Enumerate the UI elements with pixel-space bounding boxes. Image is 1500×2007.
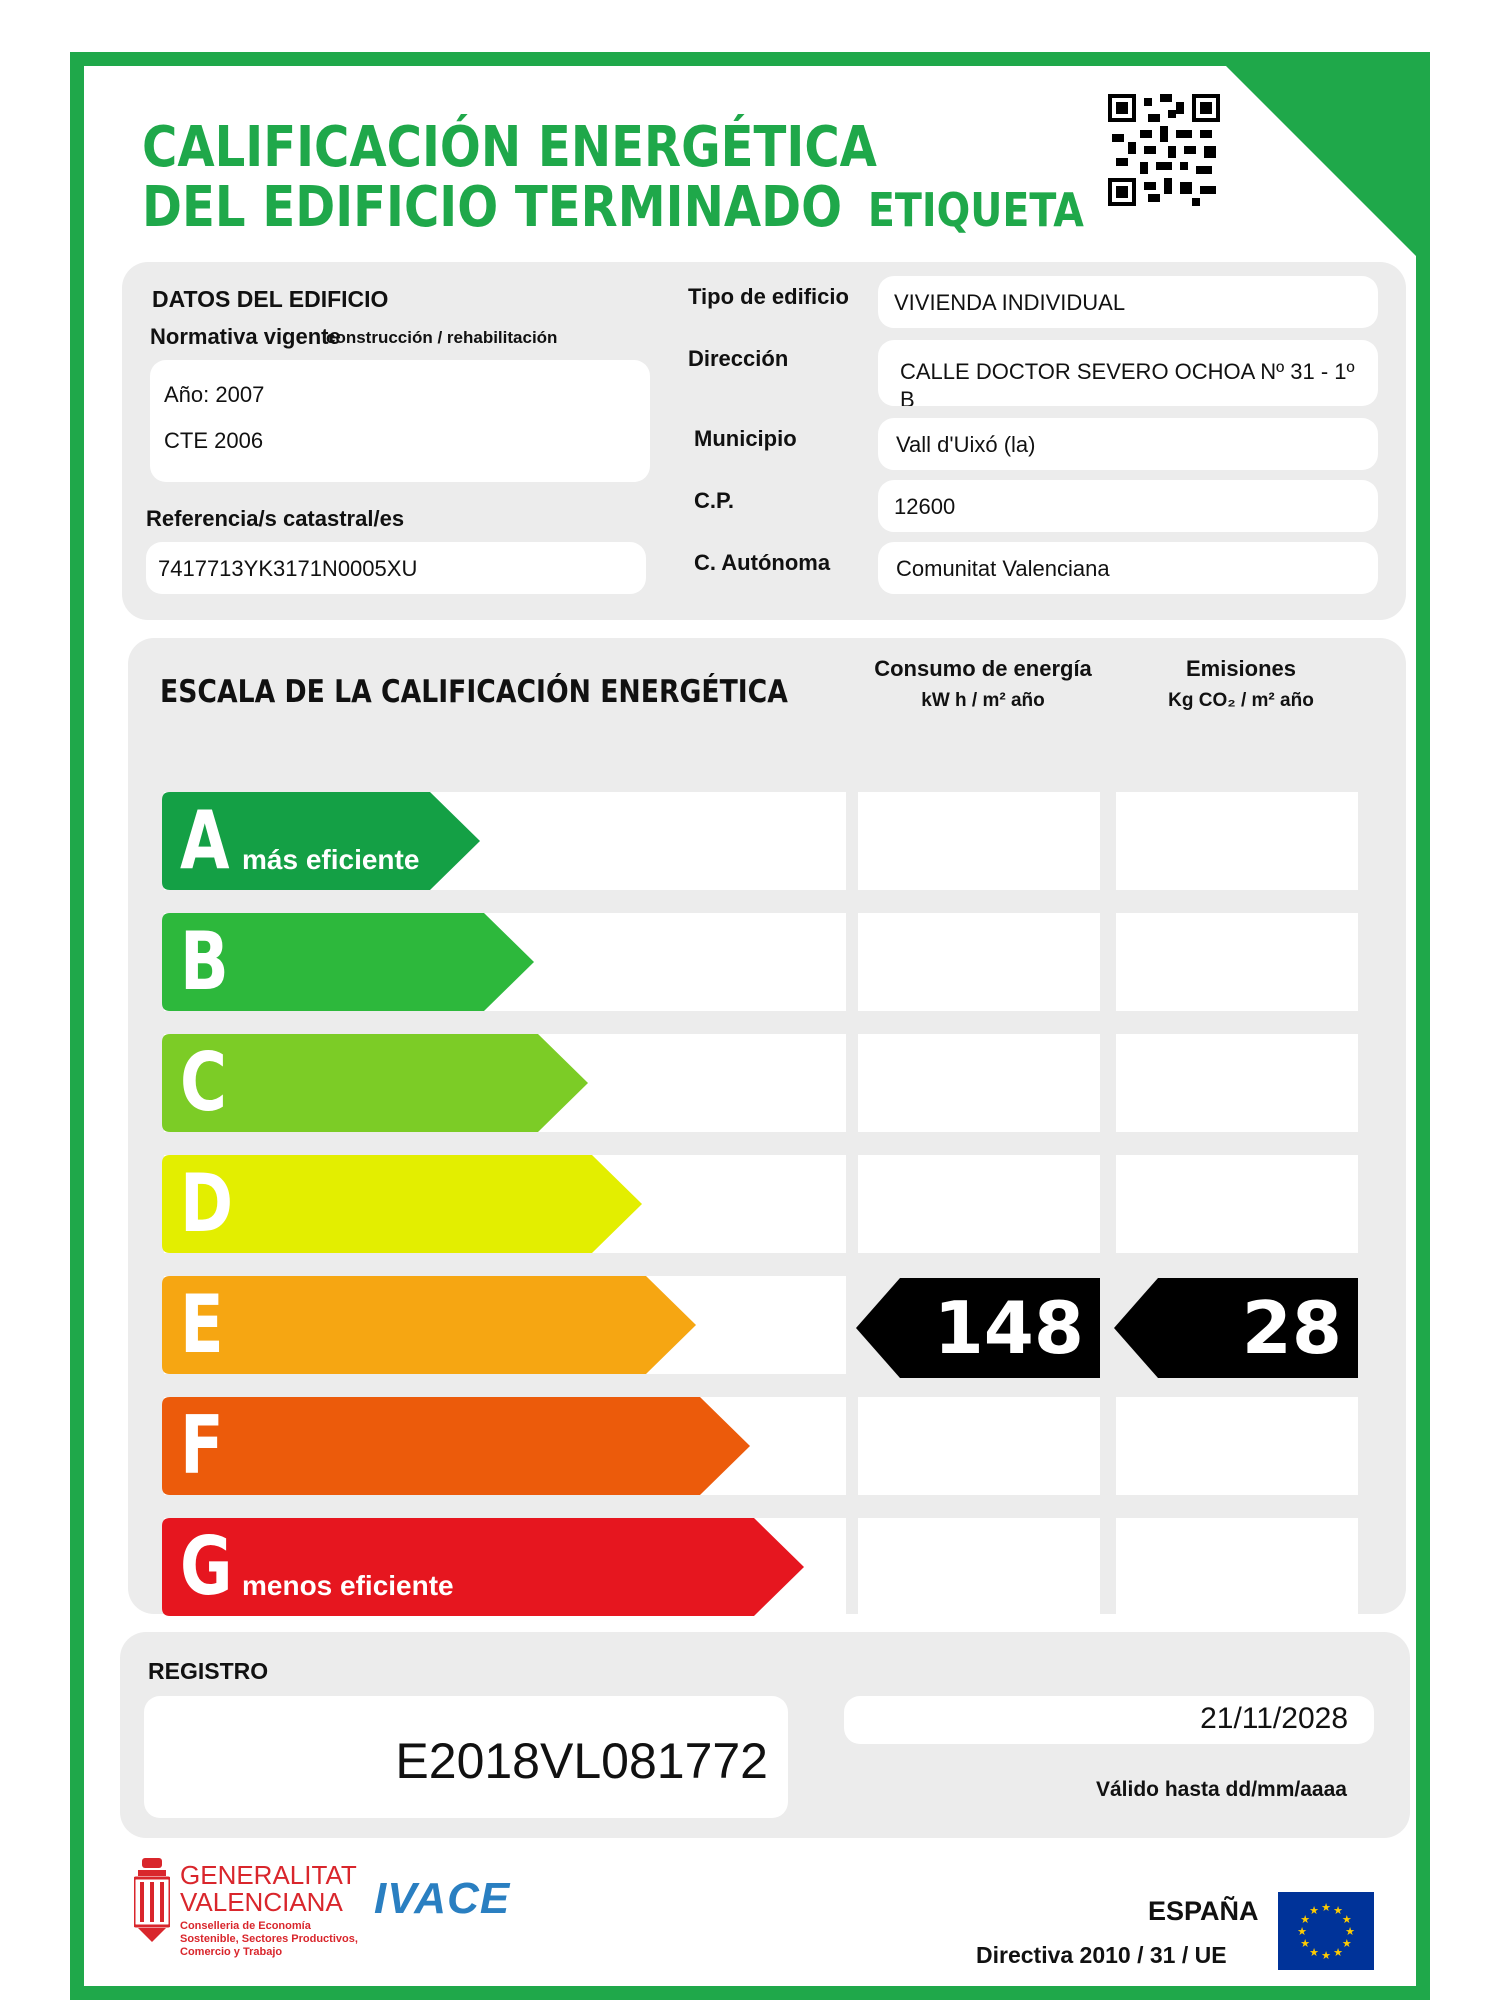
emisiones-cell-b [1116,913,1358,1011]
qr-code-icon [1108,94,1220,206]
gv-line-2: VALENCIANA [180,1887,343,1917]
label-title [142,115,1084,240]
ivace-logo: IVACE [374,1874,511,1923]
class-letter-d: D [180,1157,234,1250]
valid-date-box [844,1696,1374,1744]
registro-panel [120,1632,1410,1838]
emisiones-value: 28 [1241,1286,1342,1370]
eu-star: ★ [1333,1945,1343,1959]
eu-star: ★ [1333,1904,1343,1918]
class-letter-c: C [180,1036,227,1129]
class-letter-g: G [180,1520,233,1613]
cp-label: C.P. [694,488,734,513]
emisiones-cell-g [1116,1518,1358,1616]
class-note-g: menos eficiente [242,1570,454,1601]
class-arrow-g [162,1518,804,1616]
direccion-box [878,340,1378,406]
class-letter-f: F [180,1399,224,1492]
title-tag: ETIQUETA [867,183,1084,237]
gv-sub-2: Sostenible, Sectores Productivos, [180,1933,358,1945]
generalitat-shield-icon [134,1858,170,1942]
tipo-value: VIVIENDA INDIVIDUAL [894,290,1126,315]
pais-label: ESPAÑA [1148,1896,1259,1926]
gv-sub [180,1920,358,1959]
class-note-a: más eficiente [242,844,420,875]
energy-label-frame [70,52,1430,2000]
title-line-1: CALIFICACIÓN ENERGÉTICA [142,115,877,180]
registro-label: REGISTRO [148,1658,269,1684]
eu-star: ★ [1345,1925,1355,1938]
emisiones-header-unit: Kg CO₂ / m² año [1168,690,1314,711]
valid-date: 21/11/2028 [1200,1702,1348,1735]
consumo-rating-marker [856,1278,1100,1378]
eu-flag-icon [1278,1892,1374,1970]
emisiones-cell-d [1116,1155,1358,1253]
class-arrow-d [162,1155,642,1253]
consumo-cell-a [858,792,1100,890]
direccion-label: Dirección [688,346,789,371]
eu-star: ★ [1321,1901,1331,1914]
tipo-label: Tipo de edificio [688,284,849,309]
gv-sub-1: Conselleria de Economía [180,1920,311,1932]
municipio-label: Municipio [694,426,797,451]
consumo-cell-c [858,1034,1100,1132]
consumo-cell-d [858,1155,1100,1253]
emisiones-cell-f [1116,1397,1358,1495]
tipo-box [878,276,1378,328]
eu-star: ★ [1300,1937,1311,1950]
consumo-header-unit: kW h / m² año [921,690,1045,711]
consumo-cell-b [858,913,1100,1011]
energy-scale-panel [128,638,1406,1614]
emisiones-header [1116,656,1366,712]
section-title-datos: DATOS DEL EDIFICIO [152,286,389,312]
eu-star: ★ [1300,1913,1311,1926]
consumo-header [858,656,1108,712]
consumo-value: 148 [933,1286,1084,1370]
consumo-header-title: Consumo de energía [874,656,1092,681]
registro-code: E2018VL081772 [395,1733,768,1789]
cp-value: 12600 [894,494,956,519]
gv-sub-3: Comercio y Trabajo [180,1946,283,1958]
normativa-sub-label: construcción / rehabilitación [326,328,558,347]
emisiones-cell-c [1116,1034,1358,1132]
registro-code-box [144,1696,788,1818]
gv-line-1: GENERALITAT [180,1860,357,1890]
class-letter-e: E [180,1278,224,1371]
eu-star: ★ [1321,1949,1331,1962]
municipio-box [878,418,1378,470]
autonoma-label: C. Autónoma [694,550,831,575]
eu-star: ★ [1309,1945,1319,1959]
eu-star: ★ [1309,1904,1319,1918]
directiva-label: Directiva 2010 / 31 / UE [976,1942,1227,1968]
class-letter-a: A [180,794,230,887]
class-arrow-c [162,1034,588,1132]
eu-star: ★ [1297,1925,1307,1938]
eu-star: ★ [1341,1913,1352,1926]
building-data-panel [122,262,1406,620]
catastral-label: Referencia/s catastral/es [146,506,405,531]
normativa-label: Normativa vigente [150,324,341,349]
class-arrow-f [162,1397,750,1495]
eu-star: ★ [1341,1937,1352,1950]
valid-label: Válido hasta dd/mm/aaaa [1096,1778,1347,1801]
emisiones-cell-a [1116,792,1358,890]
class-arrow-a [162,792,480,890]
normativa-code: CTE 2006 [164,428,264,453]
catastral-box [146,542,646,594]
normativa-box [150,360,650,482]
title-line-2: DEL EDIFICIO TERMINADO [142,175,843,240]
direccion-value: CALLE DOCTOR SEVERO OCHOA Nº 31 - 1º B [900,359,1355,406]
consumo-cell-f [858,1397,1100,1495]
emisiones-header-title: Emisiones [1185,656,1297,681]
class-letter-b: B [180,915,229,1008]
generalitat-logo-text [180,1862,358,1959]
emisiones-rating-marker [1114,1278,1358,1378]
class-arrow-e [162,1276,696,1374]
autonoma-value: Comunitat Valenciana [896,556,1110,581]
catastral-value: 7417713YK3171N0005XU [158,556,418,581]
normativa-year: Año: 2007 [164,382,265,407]
scale-title: ESCALA DE LA CALIFICACIÓN ENERGÉTICA [160,674,788,710]
municipio-value: Vall d'Uixó (la) [896,432,1036,457]
consumo-cell-g [858,1518,1100,1616]
class-arrow-b [162,913,534,1011]
autonoma-box [878,542,1378,594]
corner-triangle [1226,66,1416,256]
cp-box [878,480,1378,532]
